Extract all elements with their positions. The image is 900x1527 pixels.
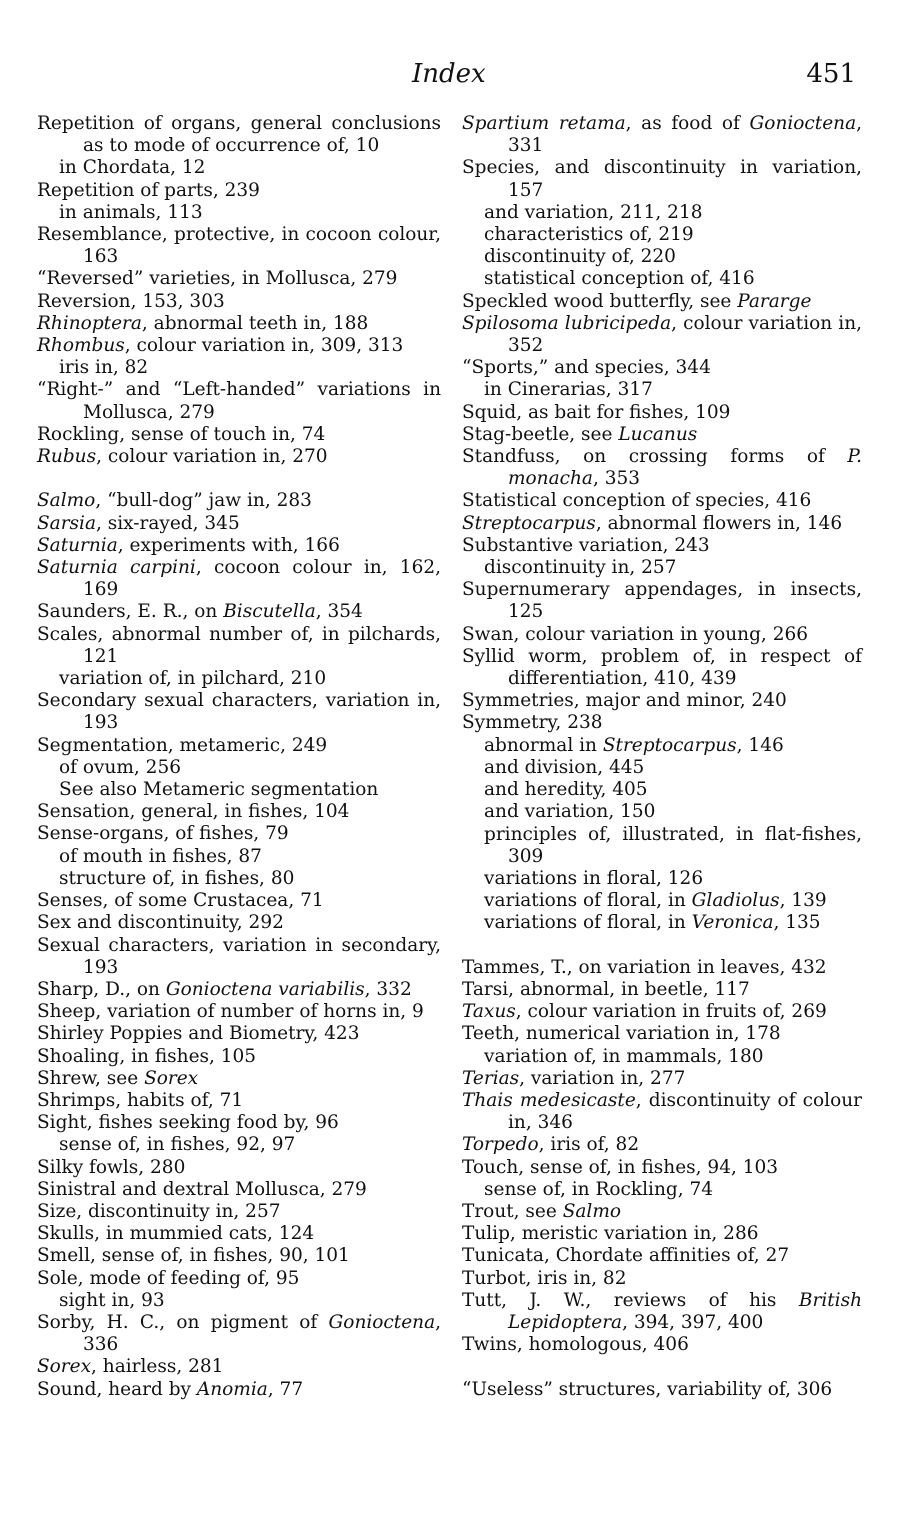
index-entry [37,1245,441,1267]
italic-term: Saturnia carpini [37,557,196,579]
entry-text: , iris of, 82 [538,1134,640,1156]
entry-text: Size, discontinuity in, 257 [37,1200,281,1222]
entry-text: Secondary sexual characters, variation in, 193 [37,690,441,734]
entry-text: “Useless” structures, variability of, 306 [462,1378,833,1400]
page-header [0,58,900,98]
entry-text: Sensation, general, in fishes, 104 [37,801,350,823]
entry-text: in Chordata, 12 [59,157,206,179]
entry-text: “Sports,” and species, 344 [462,357,711,379]
italic-term: Taxus [462,1001,516,1023]
letter-group-gap [462,1356,862,1378]
italic-term: Terias [462,1067,520,1089]
entry-text: Syllid worm, problem of, in respect of differentiation, 410, 439 [462,645,862,690]
entry-text: in animals, 113 [59,201,203,223]
index-entry [37,379,441,423]
entry-text: iris in, 82 [59,357,149,379]
entry-text: Turbot, iris in, 82 [462,1267,627,1289]
entry-text: , colour variation in, 352 [508,312,862,357]
entry-text: , 394, 397, 400 [622,1311,764,1333]
index-subentry [462,557,862,579]
entry-text: Squid, as bait for fishes, 109 [462,401,731,423]
index-entry [37,1001,441,1023]
index-entry [37,513,441,535]
index-entry [462,1001,862,1023]
italic-term: Salmo [37,490,96,512]
index-subentry [462,268,862,290]
entry-text: Tammes, T., on variation in leaves, 432 [462,956,827,978]
entry-text: Sense-organs, of fishes, 79 [37,823,289,845]
entry-text: , colour variation in, 270 [96,446,328,468]
entry-text: “Right-” and “Left-handed” variations in Mollusca, 279 [37,379,441,423]
entry-text: Sharp, D., on [37,978,166,1000]
entry-text: Stag-beetle, see [462,423,619,445]
index-entry [37,557,441,601]
index-subentry [462,757,862,779]
entry-text: , as food of [625,113,750,134]
entry-text: Senses, of some Crustacea, 71 [37,890,324,912]
entry-text: Touch, sense of, in fishes, 94, 103 [462,1156,779,1178]
index-entry [462,513,862,535]
italic-term: Spilosoma lubricipeda [462,312,672,334]
index-entry [37,601,441,623]
entry-text: Reversion, 153, 303 [37,290,225,312]
entry-text: Sheep, variation of number of horns in, 9 [37,1001,424,1023]
entry-text: , 139 [779,890,827,912]
index-entry [462,1245,862,1267]
italic-term: Pararge [737,290,812,312]
entry-text: in Cinerarias, 317 [484,379,653,401]
entry-text: , abnormal teeth in, 188 [141,312,369,334]
index-entry [462,646,862,690]
index-entry [462,624,862,646]
index-subentry [462,224,862,246]
italic-term: Spartium retama [462,113,626,134]
index-entry [37,1268,441,1290]
italic-term: Sarsia [37,512,96,534]
index-entry [462,490,862,512]
entry-text: and variation, 211, 218 [484,201,703,223]
entry-text: Tarsi, abnormal, in beetle, 117 [462,978,750,1000]
index-entry [462,1290,862,1334]
index-entry [37,735,441,757]
entry-text: Smell, sense of, in fishes, 90, 101 [37,1245,350,1267]
entry-text: , six-rayed, 345 [96,512,240,534]
index-entry [462,979,862,1001]
index-entry [462,402,862,424]
index-entry [462,535,862,557]
index-entry [462,157,862,201]
italic-term: Lucanus [618,423,698,445]
entry-text: of ovum, 256 [59,756,181,778]
entry-text: abnormal in [484,734,603,756]
page-title: Index [412,59,486,89]
italic-term: Thais medesicaste [462,1089,636,1111]
index-entry [462,291,862,313]
entry-text: , variation in, 277 [519,1067,686,1089]
italic-term: Anomia [196,1378,268,1400]
index-subentry [462,824,862,868]
index-subentry [462,779,862,801]
entry-text: See also Metameric segmentation [59,779,379,801]
index-entry [462,957,862,979]
entry-text: Shrew, see [37,1067,145,1089]
entry-text: sense of, in fishes, 92, 97 [59,1134,296,1156]
entry-text: principles of, illustrated, in flat-fishes, 309 [484,823,862,867]
index-entry [462,1157,862,1179]
index-column-left [37,113,441,1401]
index-subentry [462,202,862,224]
entry-text: Sound, heard by [37,1378,197,1400]
entry-text: variations of floral, in [484,912,692,934]
italic-term: Rhinoptera [37,312,142,334]
entry-text: variation of, in mammals, 180 [484,1045,764,1067]
index-entry [37,1223,441,1245]
entry-text: Segmentation, metameric, 249 [37,734,328,756]
index-subentry [462,868,862,890]
italic-term: P. monacha [508,446,862,490]
index-entry [462,1223,862,1245]
index-entry [37,801,441,823]
entry-text: , hairless, 281 [91,1356,224,1378]
entry-text: Standfuss, on crossing forms of [462,446,848,468]
index-entry [37,535,441,557]
entry-text: Swan, colour variation in young, 266 [462,623,809,645]
index-entry [37,335,441,357]
index-subentry [37,779,441,801]
entry-text: Sight, fishes seeking food by, 96 [37,1112,339,1134]
index-subentry [37,357,441,379]
index-entry [37,291,441,313]
entry-text: , abnormal flowers in, 146 [595,512,843,534]
italic-term: Gonioctena [328,1311,436,1333]
index-entry [462,357,862,379]
index-entry [462,579,862,623]
letter-group-gap [462,935,862,957]
italic-term: Veronica [691,912,774,934]
entry-text: Sole, mode of feeding of, 95 [37,1267,300,1289]
entry-text: Supernumerary appendages, in insects, 125 [462,579,862,623]
entry-text: Repetition of parts, 239 [37,179,260,201]
entry-text: Scales, abnormal number of, in pilchards, 121 [37,623,441,667]
entry-text: , 331 [508,113,862,157]
entry-text: variation of, in pilchard, 210 [59,668,327,690]
index-entry [37,1090,441,1112]
index-column-right [462,113,862,1401]
letter-group-gap [37,468,441,490]
index-entry [462,690,862,712]
index-subentry [462,912,862,934]
index-entry [37,823,441,845]
entry-text: , 353 [592,468,641,490]
index-subentry [37,157,441,179]
italic-term: Biscutella [223,601,316,623]
entry-text: “Reversed” varieties, in Mollusca, 279 [37,268,398,290]
entry-text: Speckled wood butterfly, see [462,290,738,312]
entry-text: , colour variation in, 309, 313 [124,335,404,357]
index-subentry [37,1134,441,1156]
index-subentry [462,246,862,268]
index-entry [37,1312,441,1356]
entry-text: variations of floral, in [484,890,692,912]
entry-text: Sinistral and dextral Mollusca, 279 [37,1178,367,1200]
index-entry [37,979,441,1001]
index-entry [462,712,862,734]
index-entry [462,1268,862,1290]
italic-term: Gonioctena variabilis [165,978,365,1000]
entry-text: Sex and discontinuity, 292 [37,912,284,934]
entry-text: Tunicata, Chordate affinities of, 27 [462,1245,790,1267]
index-subentry [37,757,441,779]
index-subentry [462,735,862,757]
entry-text: Species, and discontinuity in variation, 157 [462,157,862,201]
index-entry [462,313,862,357]
entry-text: , experiments with, 166 [117,534,340,556]
italic-term: Gladiolus [691,890,780,912]
entry-text: Sorby, H. C., on pigment of [37,1311,329,1333]
entry-text: statistical conception of, 416 [484,268,755,290]
entry-text: Resemblance, protective, in cocoon colour, 163 [37,224,441,268]
entry-text: , 354 [315,601,363,623]
index-subentry [462,890,862,912]
entry-text: and variation, 150 [484,801,656,823]
italic-term: Streptocarpus [602,734,737,756]
entry-text: Twins, homologous, 406 [462,1334,689,1356]
entry-text: , colour variation in fruits of, 269 [515,1001,827,1023]
italic-term: Sorex [144,1067,199,1089]
index-entry [37,490,441,512]
entry-text: sight in, 93 [59,1289,165,1311]
italic-term: Gonioctena [749,113,857,134]
entry-text: , 332 [364,978,412,1000]
entry-text: Symmetries, major and minor, 240 [462,690,787,712]
entry-text: , 336 [83,1311,441,1356]
entry-text: Rockling, sense of touch in, 74 [37,423,326,445]
index-entry [462,113,862,157]
index-subentry [37,1290,441,1312]
italic-term: Salmo [562,1200,622,1222]
italic-term: Rubus [37,446,97,468]
page-number: 451 [806,59,856,89]
entry-text: Symmetry, 238 [462,712,603,734]
entry-text: Sexual characters, variation in secondary, 193 [37,934,441,978]
index-entry [462,1334,862,1356]
entry-text: Shrimps, habits of, 71 [37,1089,244,1111]
index-entry [37,446,441,468]
entry-text: Skulls, in mummied cats, 124 [37,1223,315,1245]
italic-term: British Lepidoptera [508,1289,862,1333]
entry-text: and division, 445 [484,756,645,778]
index-subentry [462,1179,862,1201]
italic-term: Rhombus [37,335,125,357]
index-entry [462,424,862,446]
index-entry [37,890,441,912]
index-entry [37,912,441,934]
index-entry [37,180,441,202]
index-entry [37,1379,441,1401]
index-entry [37,690,441,734]
italic-term: Sorex [37,1356,92,1378]
index-subentry [37,202,441,224]
entry-text: Statistical conception of species, 416 [462,490,812,512]
entry-text: Substantive variation, 243 [462,534,710,556]
index-entry [462,1068,862,1090]
italic-term: Torpedo [462,1134,539,1156]
entry-text: structure of, in fishes, 80 [59,867,295,889]
index-entry [462,1134,862,1156]
index-entry [37,224,441,268]
entry-text: , cocoon colour in, 162, 169 [83,557,442,601]
entry-text: discontinuity in, 257 [484,557,677,579]
entry-text: Tulip, meristic variation in, 286 [462,1223,759,1245]
entry-text: , 135 [773,912,821,934]
index-entry [37,1023,441,1045]
entry-text: sense of, in Rockling, 74 [484,1178,714,1200]
entry-text: Silky fowls, 280 [37,1156,186,1178]
entry-text: , 146 [736,734,784,756]
index-entry [37,1201,441,1223]
index-subentry [462,1046,862,1068]
index-entry [37,1068,441,1090]
italic-term: Streptocarpus [462,512,596,534]
index-entry [37,1046,441,1068]
index-entry [37,1157,441,1179]
index-subentry [37,868,441,890]
entry-text: , discontinuity of colour in, 346 [508,1089,862,1134]
index-entry [462,1023,862,1045]
index-entry [37,935,441,979]
index-entry [462,446,862,490]
index-subentry [462,379,862,401]
entry-text: variations in floral, 126 [484,867,704,889]
index-entry [37,268,441,290]
entry-text: of mouth in fishes, 87 [59,845,262,867]
index-entry [462,1090,862,1134]
italic-term: Saturnia [37,534,118,556]
index-subentry [37,846,441,868]
index-entry [37,113,441,157]
index-entry [37,624,441,668]
index-subentry [37,668,441,690]
index-subentry [462,801,862,823]
entry-text: Saunders, E. R., on [37,601,224,623]
entry-text: characteristics of, 219 [484,224,694,246]
index-entry [37,1356,441,1378]
entry-text: discontinuity of, 220 [484,246,676,268]
entry-text: Tutt, J. W., reviews of his [462,1289,799,1311]
index-entry [37,313,441,335]
index-entry [37,1112,441,1134]
entry-text: , “bull-dog” jaw in, 283 [95,490,312,512]
entry-text: Shoaling, in fishes, 105 [37,1045,257,1067]
entry-text: Trout, see [462,1200,563,1222]
entry-text: Repetition of organs, general conclusions as to mode of occurrence of, 10 [37,113,441,157]
index-entry [37,1179,441,1201]
entry-text: Shirley Poppies and Biometry, 423 [37,1023,360,1045]
entry-text: , 77 [267,1378,304,1400]
entry-text: Teeth, numerical variation in, 178 [462,1023,781,1045]
index-entry [37,424,441,446]
entry-text: and heredity, 405 [484,779,648,801]
index-entry [462,1379,862,1401]
index-entry [462,1201,862,1223]
